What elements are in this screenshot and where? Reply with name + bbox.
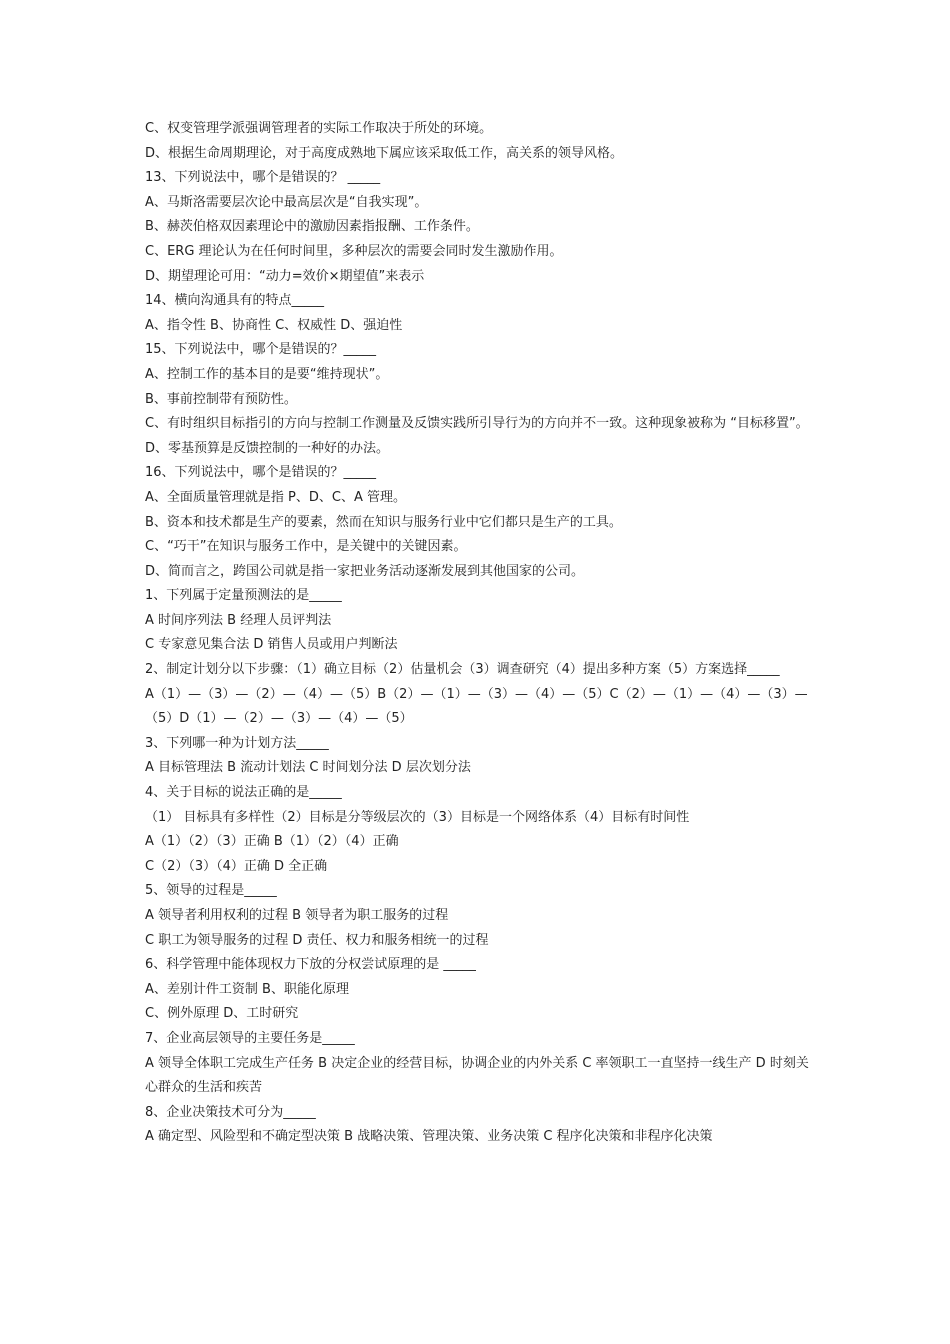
option-line: B、事前控制带有预防性。	[145, 391, 297, 407]
question-15: 15、下列说法中，哪个是错误的？_____	[145, 342, 377, 358]
option-line: A（1）—（3）—（2）—（4）—（5）B（2）—（1）—（3）—（4）—（5）C（2）—（1）—（4）—（3）—（5）D（1）—（2）—（3）—（4）—（5）	[145, 686, 808, 727]
option-line: A、全面质量管理就是指 P、D、C、A 管理。	[145, 489, 406, 505]
document-page	[145, 117, 810, 1150]
question-7: 7、企业高层领导的主要任务是_____	[145, 1030, 355, 1046]
question-3: 3、下列哪一种为计划方法_____	[145, 735, 329, 751]
option-line: A 领导全体职工完成生产任务 B 决定企业的经营目标，协调企业的内外关系 C 率领职工一直坚持一线生产 D 时刻关心群众的生活和疾苦	[145, 1055, 809, 1096]
option-line: A 确定型、风险型和不确定型决策 B 战略决策、管理决策、业务决策 C 程序化决策和非程序化决策	[145, 1129, 713, 1145]
option-line: A、差别计件工资制 B、职能化原理	[145, 981, 349, 997]
option-line: （1） 目标具有多样性（2）目标是分等级层次的（3）目标是一个网络体系（4）目标有时间性	[145, 809, 690, 825]
option-line: C 职工为领导服务的过程 D 责任、权力和服务相统一的过程	[145, 932, 489, 948]
option-line: C（2）（3）（4）正确 D 全正确	[145, 858, 328, 874]
option-line: C、ERG 理论认为在任何时间里，多种层次的需要会同时发生激励作用。	[145, 243, 563, 259]
option-line: A 时间序列法 B 经理人员评判法	[145, 612, 332, 628]
option-line: D、简而言之，跨国公司就是指一家把业务活动逐渐发展到其他国家的公司。	[145, 563, 585, 579]
option-line: A、控制工作的基本目的是要“维持现状”。	[145, 366, 389, 382]
option-line: B、赫茨伯格双因素理论中的激励因素指报酬、工作条件。	[145, 219, 479, 235]
option-line: C、例外原理 D、工时研究	[145, 1006, 299, 1022]
option-line: C、有时组织目标指引的方向与控制工作测量及反馈实践所引导行为的方向并不一致。这种现象被称为 “目标移置”。	[145, 416, 809, 432]
question-13: 13、下列说法中，哪个是错误的？ _____	[145, 170, 381, 186]
question-6: 6、科学管理中能体现权力下放的分权尝试原理的是 _____	[145, 957, 476, 973]
option-line: A 领导者利用权利的过程 B 领导者为职工服务的过程	[145, 908, 449, 923]
text-line: C、权变管理学派强调管理者的实际工作取决于所处的环境。	[145, 121, 493, 136]
option-line: A（1）（2）（3）正确 B（1）（2）（4）正确	[145, 834, 399, 850]
question-16: 16、下列说法中，哪个是错误的？_____	[145, 465, 377, 481]
option-line: C、“巧干”在知识与服务工作中，是关键中的关键因素。	[145, 539, 467, 555]
text-line: D、根据生命周期理论，对于高度成熟地下属应该采取低工作，高关系的领导风格。	[145, 145, 624, 161]
option-line: A、指令性 B、协商性 C、权威性 D、强迫性	[145, 317, 403, 333]
question-2: 2、制定计划分以下步骤：（1）确立目标（2）估量机会（3）调查研究（4）提出多种方案（5）方案选择_____	[145, 662, 780, 678]
question-1: 1、下列属于定量预测法的是_____	[145, 588, 342, 604]
question-5: 5、领导的过程是_____	[145, 883, 277, 899]
option-line: C 专家意见集合法 D 销售人员或用户判断法	[145, 637, 398, 653]
question-14: 14、横向沟通具有的特点_____	[145, 293, 325, 309]
option-line: A、马斯洛需要层次论中最高层次是“自我实现”。	[145, 194, 428, 210]
option-line: D、零基预算是反馈控制的一种好的办法。	[145, 440, 390, 456]
option-line: B、资本和技术都是生产的要素，然而在知识与服务行业中它们都只是生产的工具。	[145, 514, 622, 530]
question-4: 4、关于目标的说法正确的是_____	[145, 785, 342, 801]
option-line: A 目标管理法 B 流动计划法 C 时间划分法 D 层次划分法	[145, 760, 471, 776]
question-8: 8、企业决策技术可分为_____	[145, 1104, 316, 1120]
option-line: D、期望理论可用：“动力=效价×期望值”来表示	[145, 268, 425, 284]
